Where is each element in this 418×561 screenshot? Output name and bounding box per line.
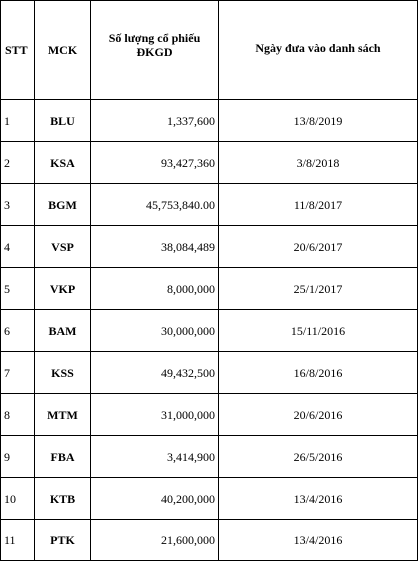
cell-share-quantity: 40,200,000 <box>91 478 219 520</box>
cell-listing-date: 13/4/2016 <box>219 520 418 561</box>
cell-mck: KSS <box>35 352 91 394</box>
cell-stt: 11 <box>1 520 35 561</box>
table-row <box>1 142 418 184</box>
cell-share-quantity: 31,000,000 <box>91 394 219 436</box>
cell-mck: FBA <box>35 436 91 478</box>
table-row <box>1 226 418 268</box>
cell-share-quantity: 49,432,500 <box>91 352 219 394</box>
table-row <box>1 436 418 478</box>
cell-mck: BGM <box>35 184 91 226</box>
cell-share-quantity: 38,084,489 <box>91 226 219 268</box>
cell-listing-date: 20/6/2016 <box>219 394 418 436</box>
cell-mck: BAM <box>35 310 91 352</box>
cell-stt: 2 <box>1 142 35 184</box>
header-mck: MCK <box>35 1 91 100</box>
cell-share-quantity: 45,753,840.00 <box>91 184 219 226</box>
header-share-quantity: Số lượng cổ phiếu ĐKGD <box>91 1 219 100</box>
table-row <box>1 394 418 436</box>
cell-mck: VKP <box>35 268 91 310</box>
table-row <box>1 352 418 394</box>
cell-mck: BLU <box>35 100 91 142</box>
table-row <box>1 268 418 310</box>
cell-stt: 8 <box>1 394 35 436</box>
table-row <box>1 520 418 561</box>
cell-share-quantity: 8,000,000 <box>91 268 219 310</box>
cell-mck: KSA <box>35 142 91 184</box>
table-row <box>1 184 418 226</box>
cell-share-quantity: 3,414,900 <box>91 436 219 478</box>
cell-mck: PTK <box>35 520 91 561</box>
cell-stt: 3 <box>1 184 35 226</box>
cell-stt: 6 <box>1 310 35 352</box>
cell-listing-date: 26/5/2016 <box>219 436 418 478</box>
cell-listing-date: 13/4/2016 <box>219 478 418 520</box>
header-listing-date: Ngày đưa vào danh sách <box>219 1 418 100</box>
cell-share-quantity: 21,600,000 <box>91 520 219 561</box>
header-row <box>1 1 418 100</box>
cell-mck: VSP <box>35 226 91 268</box>
cell-listing-date: 16/8/2016 <box>219 352 418 394</box>
cell-stt: 5 <box>1 268 35 310</box>
table-row <box>1 310 418 352</box>
cell-stt: 10 <box>1 478 35 520</box>
cell-listing-date: 11/8/2017 <box>219 184 418 226</box>
header-stt: STT <box>1 1 35 100</box>
table-row <box>1 478 418 520</box>
cell-stt: 9 <box>1 436 35 478</box>
cell-listing-date: 13/8/2019 <box>219 100 418 142</box>
cell-stt: 4 <box>1 226 35 268</box>
cell-listing-date: 3/8/2018 <box>219 142 418 184</box>
cell-share-quantity: 30,000,000 <box>91 310 219 352</box>
table-row <box>1 100 418 142</box>
cell-stt: 7 <box>1 352 35 394</box>
cell-stt: 1 <box>1 100 35 142</box>
cell-listing-date: 15/11/2016 <box>219 310 418 352</box>
cell-listing-date: 20/6/2017 <box>219 226 418 268</box>
cell-mck: KTB <box>35 478 91 520</box>
cell-share-quantity: 93,427,360 <box>91 142 219 184</box>
cell-mck: MTM <box>35 394 91 436</box>
cell-share-quantity: 1,337,600 <box>91 100 219 142</box>
table-body <box>1 100 418 561</box>
table-header <box>1 1 418 100</box>
cell-listing-date: 25/1/2017 <box>219 268 418 310</box>
